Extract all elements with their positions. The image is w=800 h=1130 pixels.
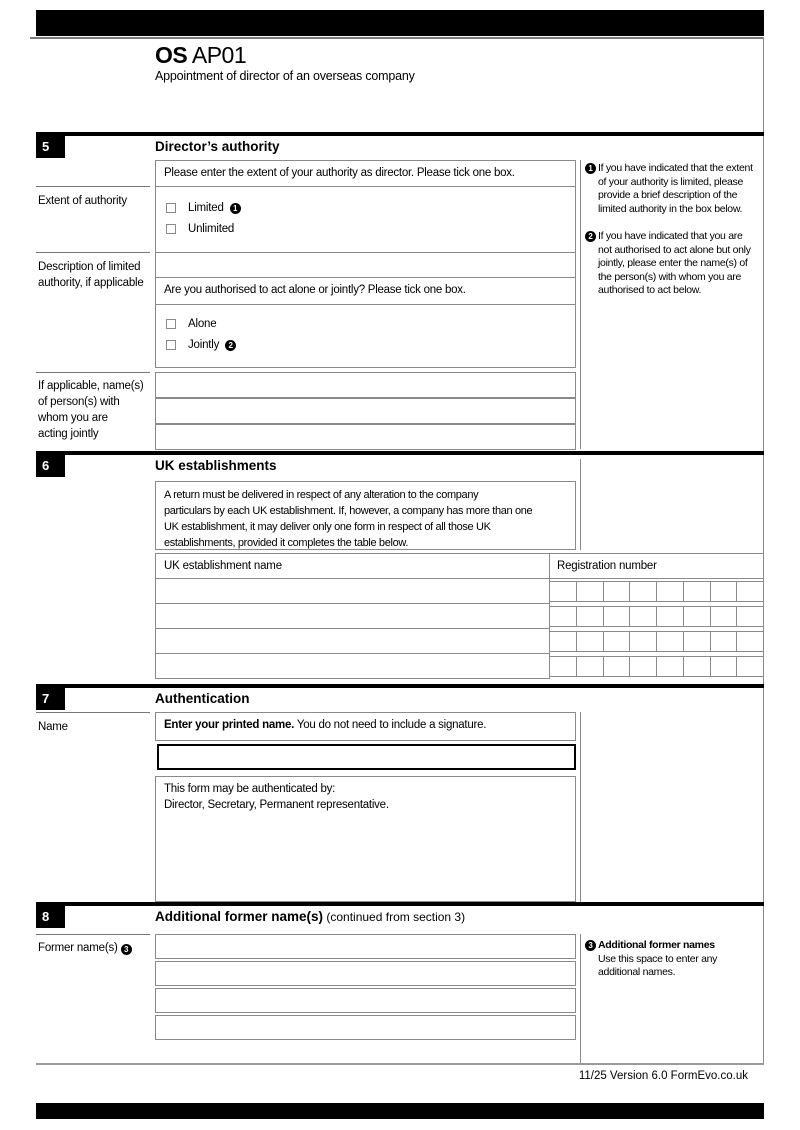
intro-line1: A return must be delivered in respect of any alteration to the company [164, 489, 479, 501]
reg-digit-box[interactable] [737, 606, 764, 627]
reg-digit-box[interactable] [604, 631, 631, 652]
printed-name-prompt-bold: Enter your printed name. [164, 719, 295, 731]
jointly-names-label-rule [36, 372, 150, 373]
note2-marker-icon: 2 [585, 231, 596, 242]
note1-marker-icon: 1 [585, 163, 596, 174]
section6-number-box: 6 [36, 455, 65, 477]
note-1 [585, 162, 761, 216]
name-label: Name [38, 721, 68, 733]
note3-line2: additional names. [598, 966, 676, 978]
col-header-registration-number: Registration number [557, 560, 657, 572]
section6-title: UK establishments [155, 458, 277, 473]
note2-ref-icon: 2 [225, 340, 236, 351]
form-code-bold: OS [155, 42, 188, 68]
section6-notes-border [580, 459, 581, 550]
former-name-input-2[interactable] [155, 961, 576, 986]
reg-digit-box[interactable] [684, 581, 711, 602]
extent-label: Extent of authority [38, 195, 127, 207]
section7-rule [36, 684, 764, 688]
reg-digit-box[interactable] [577, 606, 604, 627]
description-label-rule [36, 252, 150, 253]
section8-title-bold: Additional former name(s) [155, 909, 324, 924]
reg-digit-box[interactable] [549, 606, 577, 627]
jointly-names-label [38, 378, 150, 442]
extent-prompt-text: Please enter the extent of your authority as director. Please tick one box. [164, 167, 515, 179]
limited-option-row[interactable] [166, 202, 241, 214]
printed-name-input[interactable] [157, 744, 576, 770]
registration-number-row-2[interactable] [549, 603, 764, 628]
reg-digit-box[interactable] [549, 581, 577, 602]
alone-prompt-text: Are you authorised to act alone or jointly? Please tick one box. [164, 284, 466, 296]
note1-ref-icon: 1 [230, 203, 241, 214]
extent-prompt-box [155, 160, 576, 187]
former-names-label-text: Former name(s) [38, 942, 118, 954]
reg-digit-box[interactable] [657, 656, 684, 677]
unlimited-option-row[interactable] [166, 223, 234, 235]
authentication-info-box [155, 776, 576, 902]
reg-digit-box[interactable] [711, 606, 738, 627]
establishment-name-cell-1[interactable] [155, 578, 550, 604]
bottom-rule [36, 1063, 764, 1065]
intro-line2: particulars by each UK establishment. If, however, a company has more than one [164, 505, 533, 517]
form-code-rest: AP01 [187, 42, 247, 68]
reg-digit-box[interactable] [604, 656, 631, 677]
former-name-input-4[interactable] [155, 1015, 576, 1040]
reg-digit-box[interactable] [711, 656, 738, 677]
uk-establishments-intro-box [155, 481, 576, 550]
description-input[interactable] [155, 252, 576, 278]
note1-line1: If you have indicated that the extent [598, 162, 753, 174]
footer-version-text: 11/25 Version 6.0 FormEvo.co.uk [578, 1070, 748, 1082]
form-subtitle: Appointment of director of an overseas company [155, 69, 415, 83]
note2-line5: authorised to act below. [598, 284, 702, 296]
section8-title [155, 909, 465, 924]
top-page-bar [36, 10, 764, 36]
printed-name-prompt-rest: You do not need to include a signature. [294, 719, 487, 731]
section7-notes-border [580, 712, 581, 902]
reg-digit-box[interactable] [711, 631, 738, 652]
jointly-name-input-3[interactable] [155, 424, 576, 450]
registration-number-row-1[interactable] [549, 578, 764, 603]
reg-digit-box[interactable] [657, 581, 684, 602]
note2-line3: jointly, please enter the name(s) of [598, 257, 748, 269]
alone-prompt-box [155, 277, 576, 305]
note3-marker-icon: 3 [585, 940, 596, 951]
note-2 [585, 230, 761, 298]
note-3 [585, 939, 761, 980]
section8-notes-border [580, 934, 581, 1063]
former-names-label [38, 940, 150, 956]
reg-digit-box[interactable] [657, 606, 684, 627]
limited-label: Limited [188, 202, 224, 214]
printed-name-prompt [156, 713, 575, 731]
reg-digit-box[interactable] [737, 631, 764, 652]
note2-line1: If you have indicated that you are [598, 230, 743, 242]
note3-ref-icon: 3 [121, 944, 132, 955]
note1-line2: of your authority is limited, please [598, 175, 744, 188]
reg-digit-box[interactable] [630, 581, 657, 602]
auth-intro-text: This form may be authenticated by: [164, 783, 336, 795]
auth-roles-text: Director, Secretary, Permanent representative. [164, 798, 389, 811]
section5-title: Director’s authority [155, 139, 280, 154]
registration-number-row-4[interactable] [549, 653, 764, 678]
jointly-names-label-line3: whom you are [38, 412, 108, 424]
name-label-rule [36, 712, 150, 713]
reg-digit-box[interactable] [630, 656, 657, 677]
reg-digit-box[interactable] [604, 581, 631, 602]
reg-digit-box[interactable] [577, 656, 604, 677]
jointly-option-row[interactable] [166, 339, 236, 351]
reg-digit-box[interactable] [684, 656, 711, 677]
col-header-establishment-name: UK establishment name [164, 560, 282, 572]
note3-line1: Use this space to enter any [598, 952, 718, 965]
section6-rule [36, 451, 764, 455]
intro-line4: establishments, provided it completes the table below. [164, 537, 409, 549]
form-code [155, 42, 246, 69]
note3-title: Additional former names [598, 939, 715, 951]
page-right-border [763, 37, 764, 1063]
jointly-name-input-1[interactable] [155, 372, 576, 398]
note2-line4: the person(s) with whom you are [598, 270, 742, 283]
former-name-input-3[interactable] [155, 988, 576, 1013]
jointly-names-label-line2: of person(s) with [38, 396, 120, 408]
alone-label: Alone [188, 318, 217, 330]
section7-title: Authentication [155, 691, 250, 706]
table-header-row [155, 553, 764, 579]
intro-line3: UK establishment, it may deliver only one form in respect of all those UK [164, 521, 491, 533]
reg-digit-box[interactable] [549, 631, 577, 652]
reg-digit-box[interactable] [737, 581, 764, 602]
description-label [38, 259, 150, 291]
note1-line4: limited authority in the box below. [598, 202, 743, 215]
table-header-divider [549, 554, 550, 578]
section5-notes-border [580, 160, 581, 449]
description-label-line2: authority, if applicable [38, 277, 144, 289]
alone-checkbox[interactable] [166, 319, 176, 329]
reg-digit-box[interactable] [549, 656, 577, 677]
bottom-page-bar [36, 1103, 764, 1119]
registration-number-row-3[interactable] [549, 628, 764, 653]
section5-number-box: 5 [36, 136, 65, 158]
reg-digit-box[interactable] [684, 606, 711, 627]
alone-option-row[interactable] [166, 318, 216, 330]
extent-options-box [155, 186, 576, 253]
uk-establishments-intro [156, 482, 575, 551]
extent-label-rule [36, 186, 150, 187]
jointly-name-input-2[interactable] [155, 398, 576, 424]
reg-digit-box[interactable] [630, 606, 657, 627]
section8-number-box: 8 [36, 906, 65, 928]
unlimited-label: Unlimited [188, 223, 235, 235]
reg-digit-box[interactable] [577, 581, 604, 602]
section8-title-rest: (continued from section 3) [323, 910, 466, 924]
printed-name-prompt-box [155, 712, 576, 741]
alone-options-box [155, 304, 576, 368]
establishment-name-cell-3[interactable] [155, 628, 550, 654]
former-name-input-1[interactable] [155, 934, 576, 959]
limited-checkbox[interactable] [166, 203, 176, 213]
jointly-names-label-line1: If applicable, name(s) [38, 380, 144, 392]
jointly-names-label-line4: acting jointly [38, 428, 99, 440]
note2-line2: not authorised to act alone but only [598, 243, 751, 256]
section8-rule [36, 902, 764, 906]
jointly-checkbox[interactable] [166, 340, 176, 350]
reg-digit-box[interactable] [711, 581, 738, 602]
reg-digit-box[interactable] [684, 631, 711, 652]
top-rule [30, 37, 764, 39]
unlimited-checkbox[interactable] [166, 224, 176, 234]
reg-digit-box[interactable] [657, 631, 684, 652]
reg-digit-box[interactable] [577, 631, 604, 652]
establishment-name-cell-2[interactable] [155, 603, 550, 629]
reg-digit-box[interactable] [630, 631, 657, 652]
reg-digit-box[interactable] [737, 656, 764, 677]
note1-line3: provide a brief description of the [598, 189, 738, 201]
reg-digit-box[interactable] [604, 606, 631, 627]
establishment-name-cell-4[interactable] [155, 653, 550, 679]
section5-rule [36, 132, 764, 136]
description-label-line1: Description of limited [38, 261, 141, 273]
former-names-label-rule [36, 934, 150, 935]
jointly-label: Jointly [188, 339, 220, 351]
section7-number-box: 7 [36, 688, 65, 710]
